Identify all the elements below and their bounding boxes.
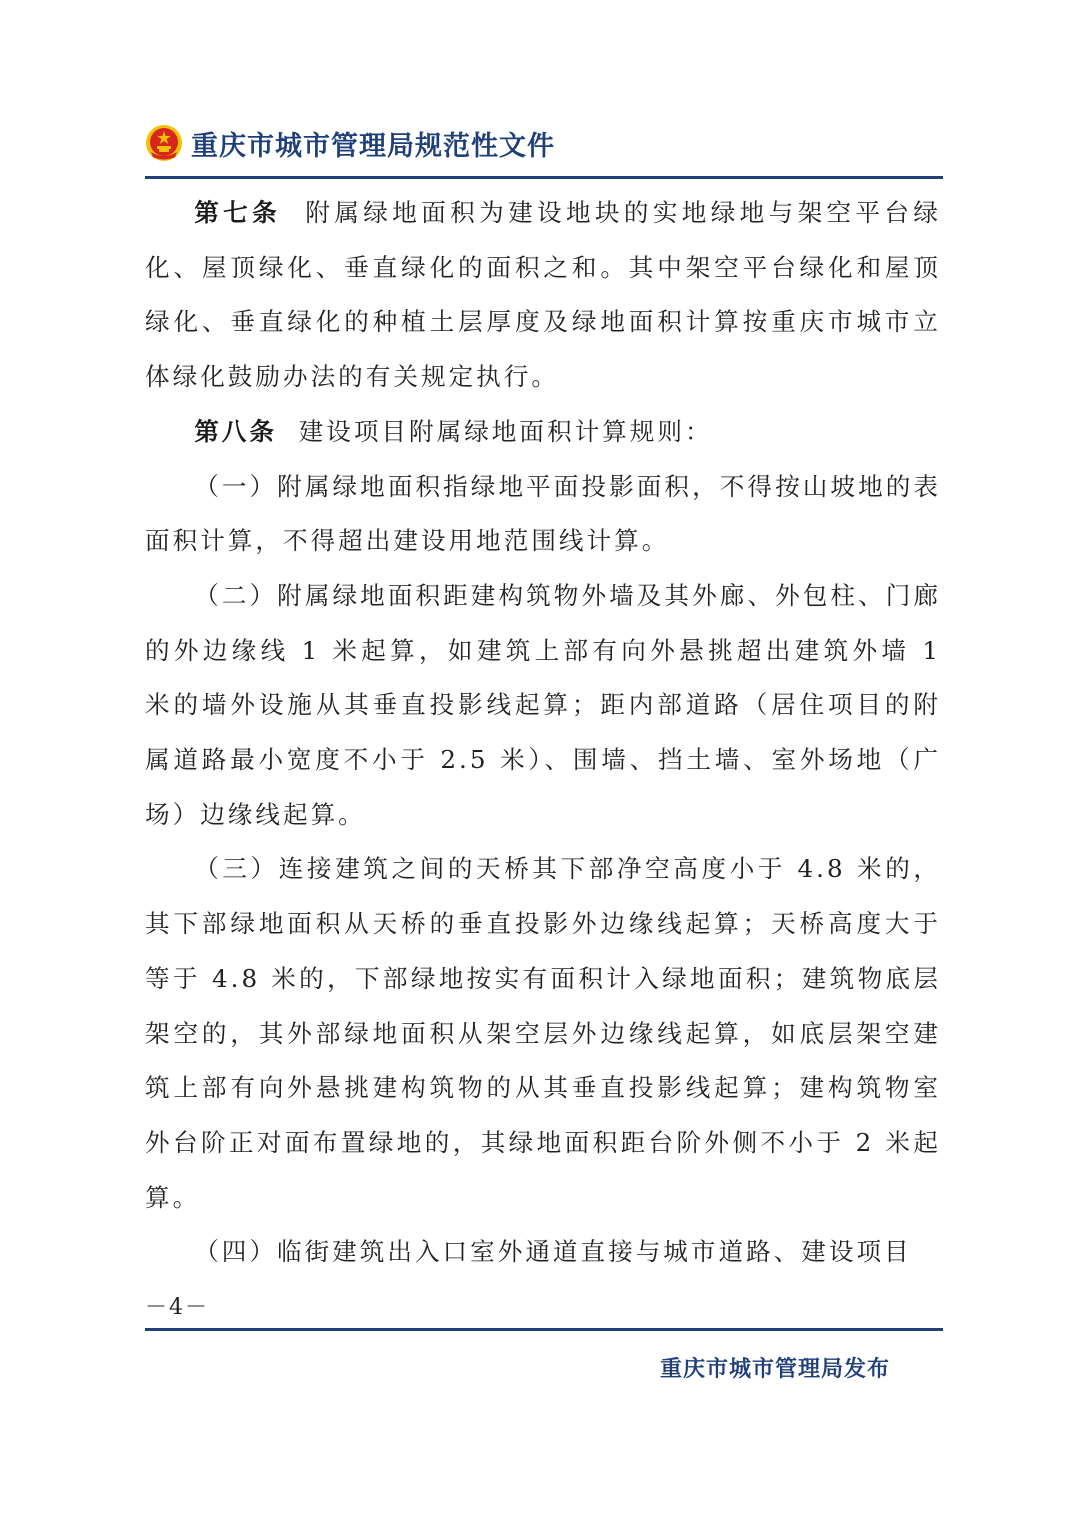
footer-divider xyxy=(145,1328,943,1331)
clause-paragraph: （一）附属绿地面积指绿地平面投影面积，不得按山坡地的表面积计算，不得超出建设用地范围线计算。 xyxy=(145,471,941,556)
article-paragraph xyxy=(145,186,941,405)
article-text: 附属绿地面积为建设地块的实地绿地与架空平台绿化、屋顶绿化、垂直绿化的面积之和。其中架空平台绿化和屋顶绿化、垂直绿化的种植土层厚度及绿地面积计算按重庆市城市立体绿化鼓励办法的有关规定执行。 xyxy=(145,198,941,392)
document-body xyxy=(145,186,941,1280)
footer-publisher: 重庆市城市管理局发布 xyxy=(659,1357,890,1382)
clause-paragraph: （四）临街建筑出入口室外通道直接与城市道路、建设项目 xyxy=(194,1237,912,1267)
page-number: －4－ xyxy=(145,1295,209,1320)
article-number: 第八条 xyxy=(194,416,277,446)
clause-paragraph: （二）附属绿地面积距建构筑物外墙及其外廊、外包柱、门廊的外边缘线 1 米起算，如建筑上部有向外悬挑超出建筑外墙 1 米的墙外设施从其垂直投影线起算；距内部道路（居住项目的附属道路最小宽度不小于 2.5 米）、围墙、挡土墙、室外场地（广场）边缘线起算。 xyxy=(145,580,941,829)
national-emblem-icon xyxy=(145,124,183,162)
article-paragraph xyxy=(145,405,941,460)
clause-paragraph: （三）连接建筑之间的天桥其下部净空高度小于 4.8 米的，其下部绿地面积从天桥的垂直投影外边缘线起算；天桥高度大于等于 4.8 米的，下部绿地按实有面积计入绿地面积；建筑物底层架空的，其外部绿地面积从架空层外边缘线起算，如底层架空建筑上部有向外悬挑建构筑物的从其垂直投影线起算；建构筑物室外台阶正对面布置绿地的，其绿地面积距台阶外侧不小于 2 米起算。 xyxy=(145,854,941,1212)
article-number: 第七条 xyxy=(194,198,282,227)
document-header xyxy=(145,118,945,168)
article-text: 建设项目附属绿地面积计算规则： xyxy=(298,416,713,446)
header-divider xyxy=(145,176,943,179)
header-title: 重庆市城市管理局规范性文件 xyxy=(191,130,555,162)
